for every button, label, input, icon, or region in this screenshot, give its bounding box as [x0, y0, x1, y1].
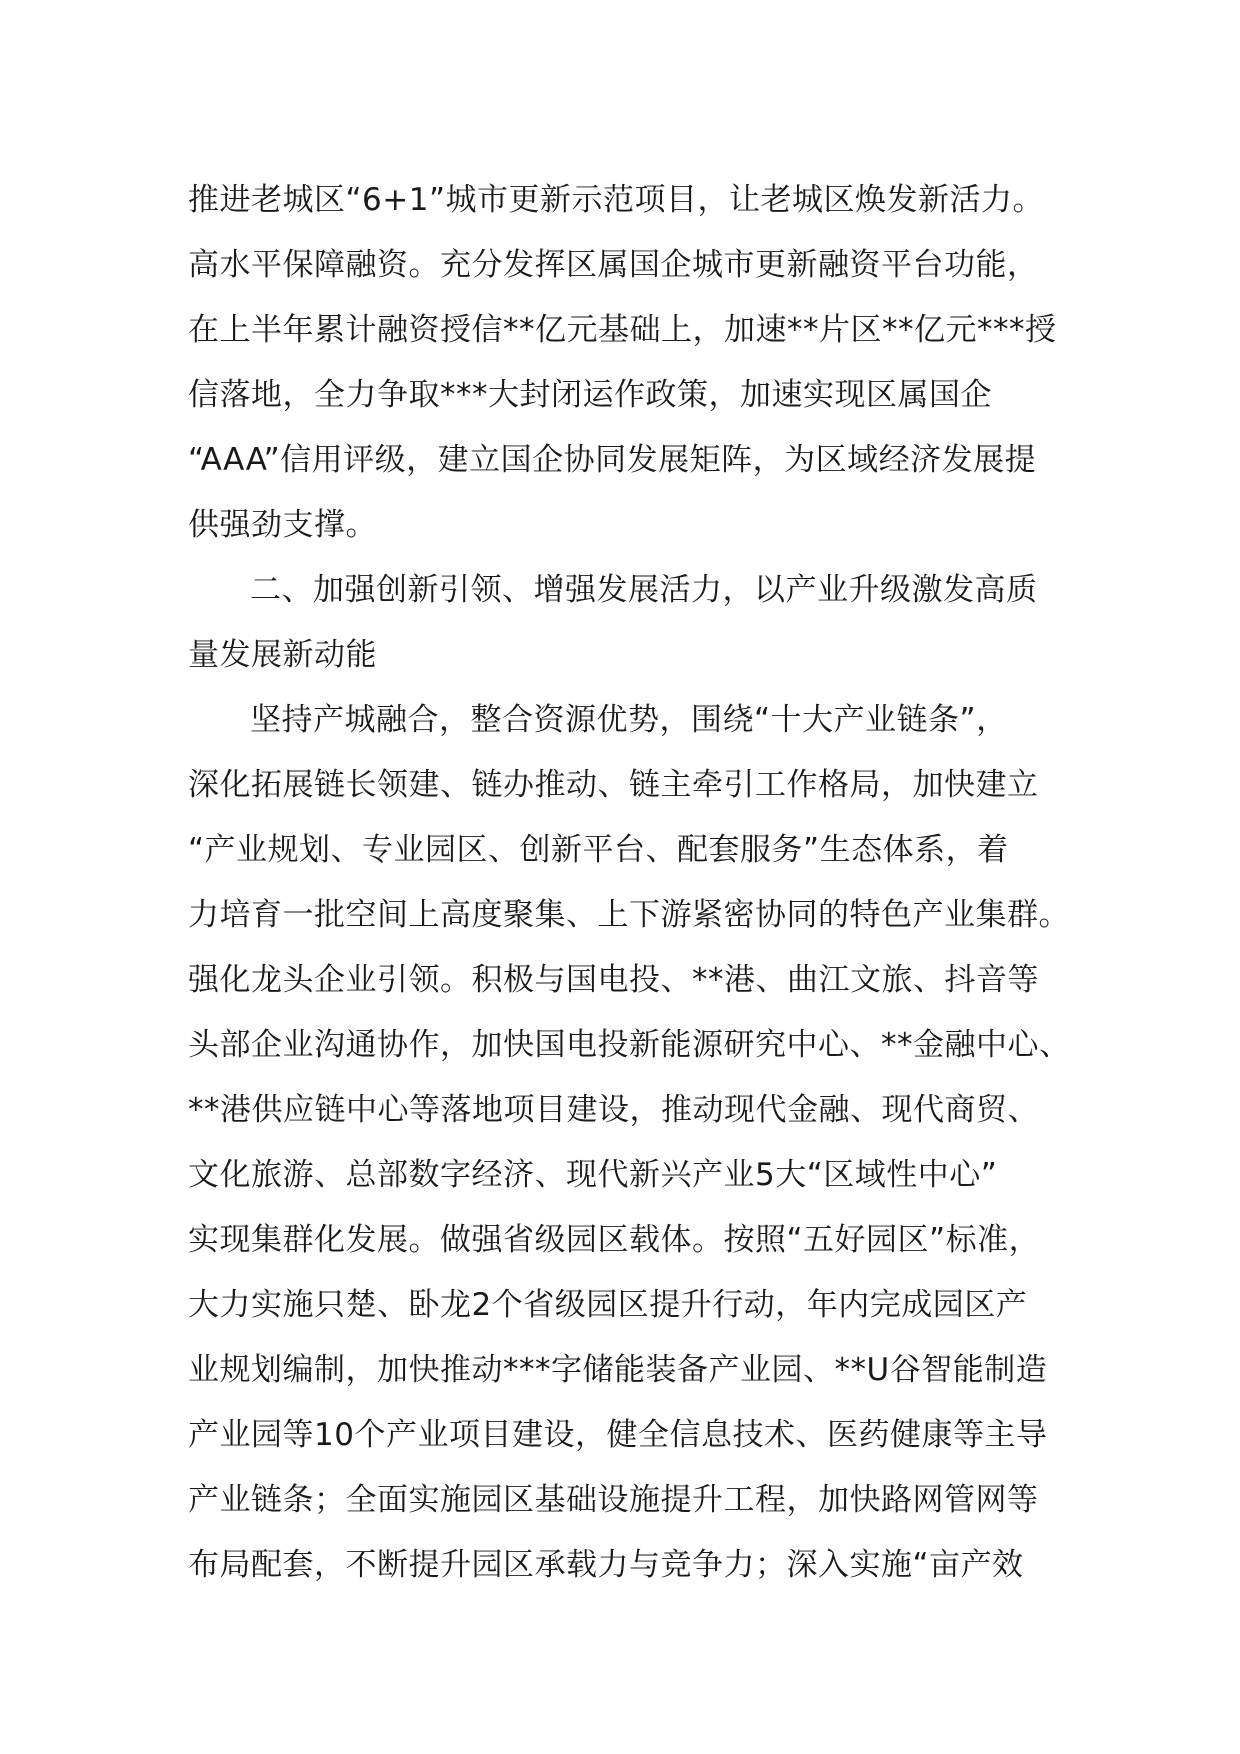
text-line: 大力实施只楚、卧龙2个省级园区提升行动，年内完成园区产: [188, 1287, 1028, 1323]
text-line: 业规划编制，加快推动***字储能装备产业园、**U谷智能制造: [188, 1352, 1048, 1388]
text-line: 产业园等10个产业项目建设，健全信息技术、医药健康等主导: [188, 1417, 1048, 1453]
text-line: 在上半年累计融资授信**亿元基础上，加速**片区**亿元***授: [188, 312, 1057, 348]
section-heading: 二、加强创新引领、增强发展活力，以产业升级激发高质: [250, 572, 1038, 608]
text-line: 强化龙头企业引领。积极与国电投、**港、曲江文旅、抖音等: [188, 962, 1039, 998]
text-line: 深化拓展链长领建、链办推动、链主牵引工作格局，加快建立: [188, 767, 1039, 803]
section-heading-continued: 量发展新动能: [188, 637, 377, 673]
text-line: “产业规划、专业园区、创新平台、配套服务”生态体系，着: [188, 832, 1009, 868]
text-line: 文化旅游、总部数字经济、现代新兴产业5大“区域性中心”: [188, 1157, 998, 1193]
text-line: 头部企业沟通协作，加快国电投新能源研究中心、**金融中心、: [188, 1027, 1071, 1063]
text-line: 产业链条；全面实施园区基础设施提升工程，加快路网管网等: [188, 1482, 1039, 1518]
text-line: 推进老城区“6+1”城市更新示范项目，让老城区焕发新活力。: [188, 182, 1045, 218]
text-line: 实现集群化发展。做强省级园区载体。按照“五好园区”标准，: [188, 1222, 1041, 1258]
text-line: **港供应链中心等落地项目建设，推动现代金融、现代商贸、: [188, 1092, 1039, 1128]
text-line: 坚持产城融合，整合资源优势，围绕“十大产业链条”，: [250, 702, 1008, 738]
text-line: 供强劲支撑。: [188, 507, 377, 543]
text-line: “AAA”信用评级，建立国企协同发展矩阵，为区域经济发展提: [188, 442, 1037, 478]
body-text: [188, 168, 1088, 1598]
text-line: 高水平保障融资。充分发挥区属国企城市更新融资平台功能，: [188, 247, 1039, 283]
text-line: 力培育一批空间上高度聚集、上下游紧密协同的特色产业集群。: [188, 897, 1070, 933]
text-line: 布局配套，不断提升园区承载力与竞争力；深入实施“亩产效: [188, 1547, 1024, 1583]
text-line: 信落地，全力争取***大封闭运作政策，加速实现区属国企: [188, 377, 992, 413]
